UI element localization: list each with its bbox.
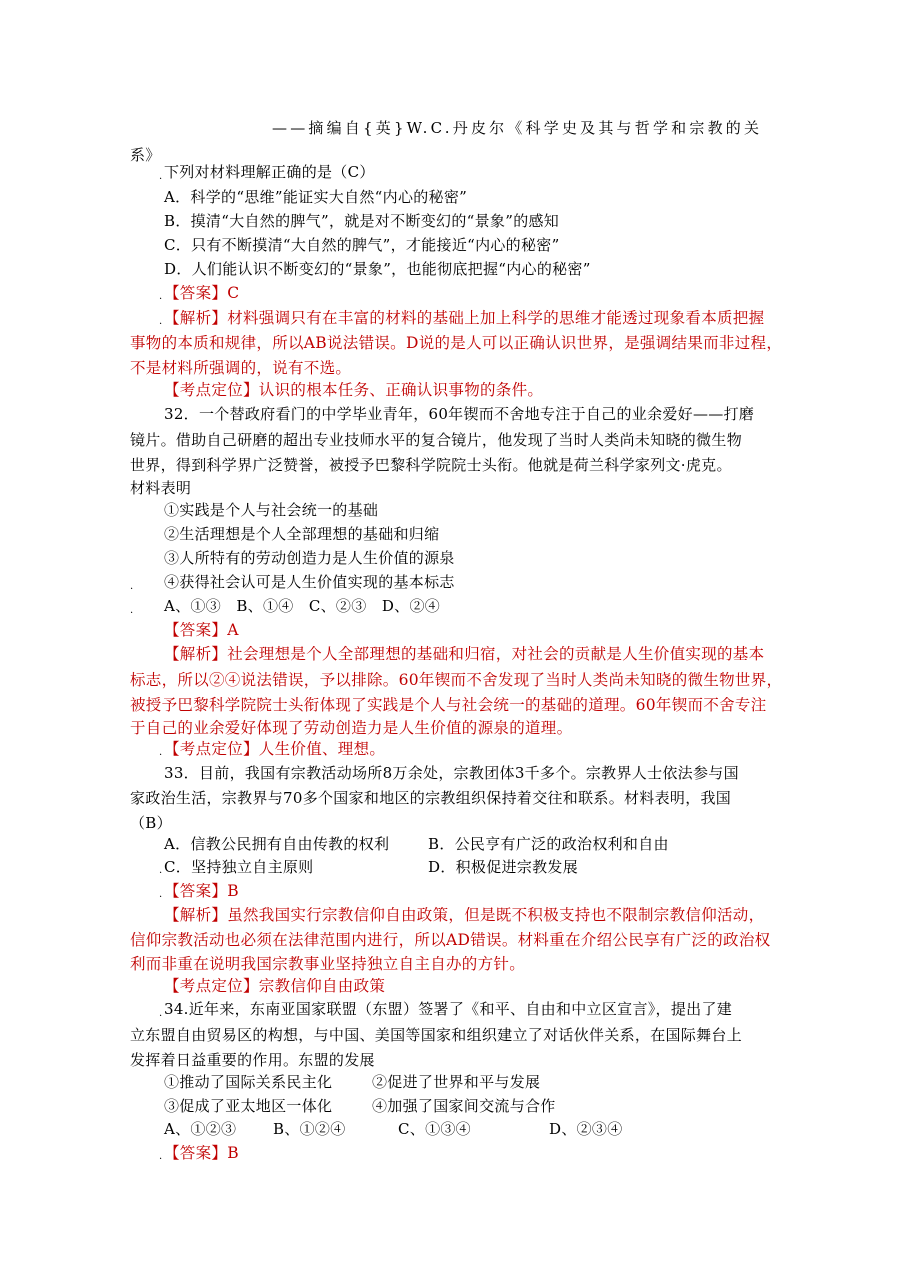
margin-dot: . — [159, 747, 163, 758]
q32-stem-1: 32．一个替政府看门的中学毕业青年，60年锲而不舍地专注于自己的业余爱好——打磨 — [164, 405, 755, 423]
q32-stem-2: 镜片。借助自己研磨的超出专业技师水平的复合镜片，他发现了当时人类尚未知晓的微生物 — [130, 431, 743, 449]
q34-choice-d: D、②③④ — [549, 1120, 623, 1138]
q33-analysis-3: 利而非重在说明我国宗教事业坚持独立自主自办的方针。 — [130, 955, 526, 973]
q32-item-3: ③人所特有的劳动创造力是人生价值的源泉 — [164, 549, 455, 567]
margin-dot: . — [130, 581, 134, 592]
q33-analysis-2: 信仰宗教活动也必须在法律范围内进行，所以AD错误。材料重在介绍公民享有广泛的政治权 — [130, 931, 771, 949]
margin-dot: . — [159, 171, 163, 182]
q31-point: 【考点定位】认识的根本任务、正确认识事物的条件。 — [164, 381, 544, 399]
margin-dot: . — [130, 605, 134, 616]
q34-stem-1: 34.近年来，东南亚国家联盟（东盟）签署了《和平、自由和中立区宣言》，提出了建 — [164, 1000, 733, 1018]
q33-option-d: D．积极促进宗教发展 — [428, 858, 579, 876]
q31-stem: 下列对材料理解正确的是（C） — [164, 163, 375, 181]
q31-analysis-3: 不是材料所强调的，说有不选。 — [130, 359, 352, 377]
q32-point: 【考点定位】人生价值、理想。 — [164, 740, 386, 758]
q32-choices: A、①③ B、①④ C、②③ D、②④ — [164, 597, 441, 615]
q32-item-4: ④获得社会认可是人生价值实现的基本标志 — [164, 573, 455, 591]
q31-analysis-1: 【解析】材料强调只有在丰富的材料的基础上加上科学的思维才能透过现象看本质把握 — [164, 309, 765, 327]
margin-dot: . — [159, 1151, 163, 1162]
q33-stem-3: （B） — [130, 814, 172, 832]
q34-stem-2: 立东盟自由贸易区的构想，与中国、美国等国家和组织建立了对话伙伴关系，在国际舞台上 — [130, 1026, 743, 1044]
q31-analysis-2: 事物的本质和规律，所以AB说法错误。D说的是人可以正确认识世界，是强调结果而非过程， — [130, 334, 783, 352]
q32-stem-4: 材料表明 — [130, 479, 192, 497]
q32-analysis-2: 标志，所以②④说法错误，予以排除。60年锲而不舍发现了当时人类尚未知晓的微生物世界， — [130, 671, 783, 689]
q32-analysis-4: 于自己的业余爱好体现了劳动创造力是人生价值的源泉的道理。 — [130, 719, 573, 737]
q32-answer: 【答案】A — [164, 621, 239, 639]
source-line-2: 系》 — [130, 146, 161, 164]
q33-option-c: C．坚持独立自主原则 — [164, 858, 314, 876]
q33-answer: 【答案】B — [164, 882, 239, 900]
q31-option-c: C．只有不断摸清“大自然的脾气”，才能接近“内心的秘密” — [164, 236, 560, 254]
margin-dot: . — [159, 865, 163, 876]
q34-choice-b: B、①②④ — [273, 1120, 346, 1138]
q34-choice-a: A、①②③ — [164, 1120, 237, 1138]
q31-option-d: D．人们能认识不断变幻的“景象”，也能彻底把握“内心的秘密” — [164, 260, 591, 278]
q31-option-b: B．摸清“大自然的脾气”，就是对不断变幻的“景象”的感知 — [164, 212, 560, 230]
margin-dot: . — [159, 889, 163, 900]
q33-stem-1: 33．目前，我国有宗教活动场所8万余处，宗教团体3千多个。宗教界人士依法参与国 — [164, 764, 739, 782]
q32-analysis-3: 被授予巴黎科学院院士头衔体现了实践是个人与社会统一的基础的道理。60年锲而不舍专注 — [130, 696, 767, 714]
q33-option-b: B．公民亨有广泛的政治权利和自由 — [428, 835, 669, 853]
q34-item-4: ④加强了国家间交流与合作 — [372, 1097, 556, 1115]
q32-item-2: ②生活理想是个人全部理想的基础和归缩 — [164, 525, 440, 543]
q34-item-1: ①推动了国际关系民主化 — [164, 1073, 333, 1091]
q33-analysis-1: 【解析】虽然我国实行宗教信仰自由政策，但是既不积极支持也不限制宗教信仰活动， — [164, 906, 765, 924]
margin-dot: . — [159, 316, 163, 327]
q33-point: 【考点定位】宗教信仰自由政策 — [164, 977, 386, 995]
q32-analysis-1: 【解析】社会理想是个人全部理想的基础和归宿，对社会的贡献是人生价值实现的基本 — [164, 645, 765, 663]
q34-answer: 【答案】B — [164, 1144, 239, 1162]
q34-choice-c: C、①③④ — [398, 1120, 471, 1138]
q32-item-1: ①实践是个人与社会统一的基础 — [164, 501, 379, 519]
source-line-1: ——摘编自{英}W.C.丹皮尔《科学史及其与哲学和宗教的关 — [272, 119, 763, 137]
margin-dot: . — [159, 1008, 163, 1019]
q34-item-3: ③促成了亚太地区一体化 — [164, 1097, 333, 1115]
q31-option-a: A．科学的“思维”能证实大自然“内心的秘密” — [164, 188, 468, 206]
q34-stem-3: 发挥着日益重要的作用。东盟的发展 — [130, 1051, 375, 1069]
q34-item-2: ②促进了世界和平与发展 — [372, 1073, 541, 1091]
q31-answer: 【答案】C — [164, 284, 240, 302]
q32-stem-3: 世界，得到科学界广泛赞誉，被授予巴黎科学院院士头衔。他就是荷兰科学家列文·虎克。 — [130, 456, 732, 474]
margin-dot: . — [159, 291, 163, 302]
q33-stem-2: 家政治生活，宗教界与70多个国家和地区的宗教组织保持着交往和联系。材料表明，我国 — [130, 789, 732, 807]
q33-option-a: A．信教公民拥有自由传教的权利 — [164, 835, 390, 853]
